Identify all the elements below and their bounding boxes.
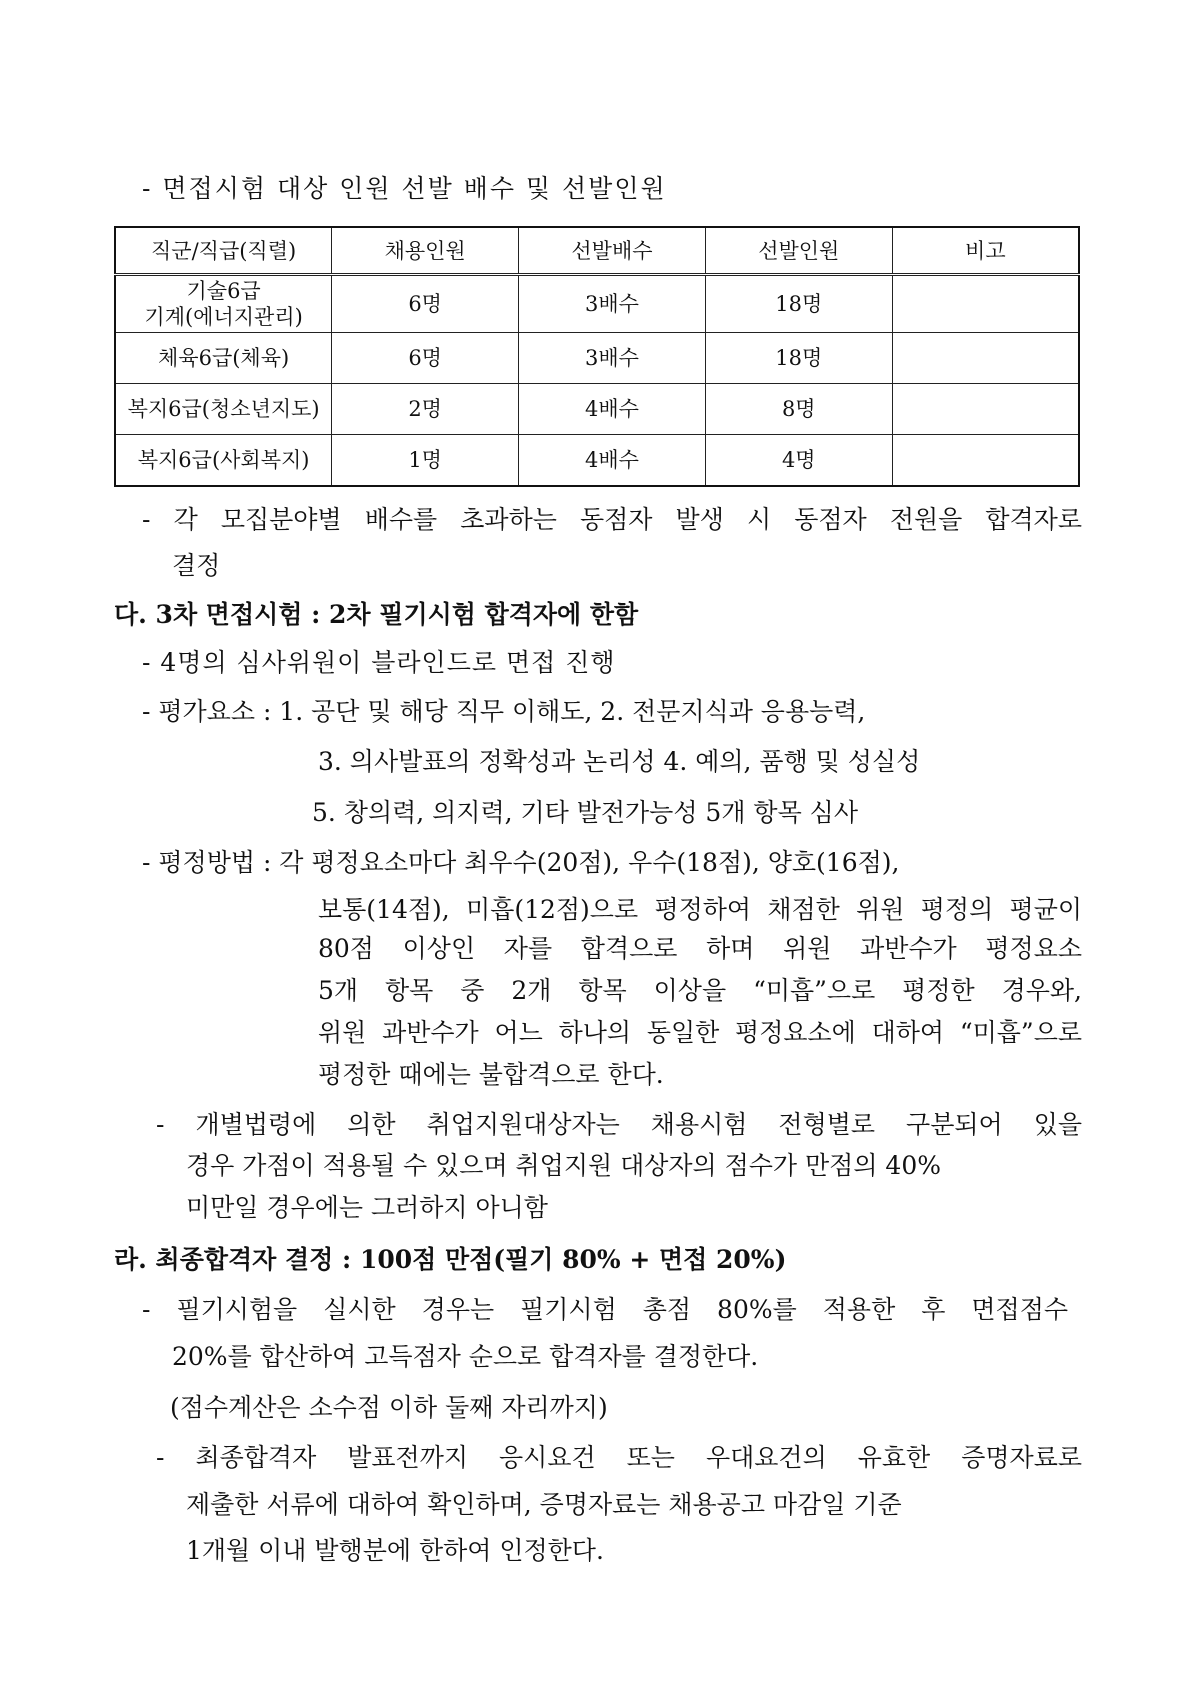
cell-selected: 18명 — [705, 333, 892, 384]
bonus-line: 미만일 경우에는 그러하지 아니함 — [186, 1193, 548, 1222]
calc-line: 20%를 합산하여 고득점자 순으로 합격자를 결정한다. — [172, 1342, 759, 1371]
criteria-line: 3. 의사발표의 정확성과 논리성 4. 예의, 품행 및 성실성 — [318, 747, 921, 776]
method-line: - 평정방법 : 각 평정요소마다 최우수(20점), 우수(18점), 양호(16점), — [142, 848, 900, 877]
tie-rule-line: - 각 모집분야별 배수를 초과하는 동점자 발생 시 동점자 전원을 합격자로 — [142, 505, 1082, 534]
table-row — [115, 333, 1079, 384]
cell-selected: 8명 — [705, 384, 892, 435]
cell-hire: 6명 — [332, 333, 519, 384]
cell-selected: 18명 — [705, 275, 892, 333]
cell-multiple: 3배수 — [519, 275, 706, 333]
table-header-row — [115, 227, 1079, 275]
cell-hire: 6명 — [332, 275, 519, 333]
bonus-line: - 개별법령에 의한 취업지원대상자는 채용시험 전형별로 구분되어 있을 — [156, 1110, 1082, 1139]
cell-note — [892, 275, 1079, 333]
header-selected: 선발인원 — [705, 227, 892, 275]
cell-hire: 2명 — [332, 384, 519, 435]
header-job: 직군/직급(직렬) — [115, 227, 332, 275]
criteria-line: 5. 창의력, 의지력, 기타 발전가능성 5개 항목 심사 — [312, 798, 858, 827]
table-row — [115, 384, 1079, 435]
proof-line: - 최종합격자 발표전까지 응시요건 또는 우대요건의 유효한 증명자료로 — [156, 1443, 1082, 1472]
method-line: 위원 과반수가 어느 하나의 동일한 평정요소에 대하여 “미흡”으로 — [318, 1018, 1082, 1047]
tie-rule-line: 결정 — [172, 551, 221, 580]
cell-note — [892, 435, 1079, 487]
cell-multiple: 4배수 — [519, 435, 706, 487]
header-multiple: 선발배수 — [519, 227, 706, 275]
cell-job: 복지6급(사회복지) — [115, 435, 332, 487]
selection-table — [114, 226, 1080, 487]
panel-line: - 4명의 심사위원이 블라인드로 면접 진행 — [142, 648, 616, 677]
cell-note — [892, 333, 1079, 384]
intro-line: - 면접시험 대상 인원 선발 배수 및 선발인원 — [142, 174, 667, 203]
cell-job — [115, 275, 332, 333]
cell-hire: 1명 — [332, 435, 519, 487]
section-ra-heading: 라. 최종합격자 결정 : 100점 만점(필기 80% + 면접 20%) — [114, 1245, 787, 1274]
section-da-heading: 다. 3차 면접시험 : 2차 필기시험 합격자에 한함 — [114, 600, 639, 629]
cell-job: 체육6급(체육) — [115, 333, 332, 384]
header-note: 비고 — [892, 227, 1079, 275]
header-hire: 채용인원 — [332, 227, 519, 275]
method-line: 5개 항목 중 2개 항목 이상을 “미흡”으로 평정한 경우와, — [318, 976, 1082, 1005]
criteria-line: - 평가요소 : 1. 공단 및 해당 직무 이해도, 2. 전문지식과 응용능력, — [142, 697, 866, 726]
bonus-line: 경우 가점이 적용될 수 있으며 취업지원 대상자의 점수가 만점의 40% — [186, 1151, 941, 1180]
cell-multiple: 3배수 — [519, 333, 706, 384]
cell-selected: 4명 — [705, 435, 892, 487]
cell-job: 복지6급(청소년지도) — [115, 384, 332, 435]
table-row — [115, 435, 1079, 487]
method-line: 보통(14점), 미흡(12점)으로 평정하여 채점한 위원 평정의 평균이 — [318, 895, 1082, 924]
calc-line: (점수계산은 소수점 이하 둘째 자리까지) — [170, 1393, 608, 1422]
proof-line: 1개월 이내 발행분에 한하여 인정한다. — [186, 1536, 604, 1565]
method-line: 80점 이상인 자를 합격으로 하며 위원 과반수가 평정요소 — [318, 934, 1082, 963]
table-row — [115, 275, 1079, 333]
cell-job-line: 기술6급 — [186, 279, 261, 303]
cell-job-line: 기계(에너지관리) — [144, 305, 303, 329]
method-line: 평정한 때에는 불합격으로 한다. — [318, 1060, 664, 1089]
proof-line: 제출한 서류에 대하여 확인하며, 증명자료는 채용공고 마감일 기준 — [186, 1490, 902, 1519]
calc-line: - 필기시험을 실시한 경우는 필기시험 총점 80%를 적용한 후 면접점수 — [142, 1295, 1068, 1324]
cell-note — [892, 384, 1079, 435]
cell-multiple: 4배수 — [519, 384, 706, 435]
